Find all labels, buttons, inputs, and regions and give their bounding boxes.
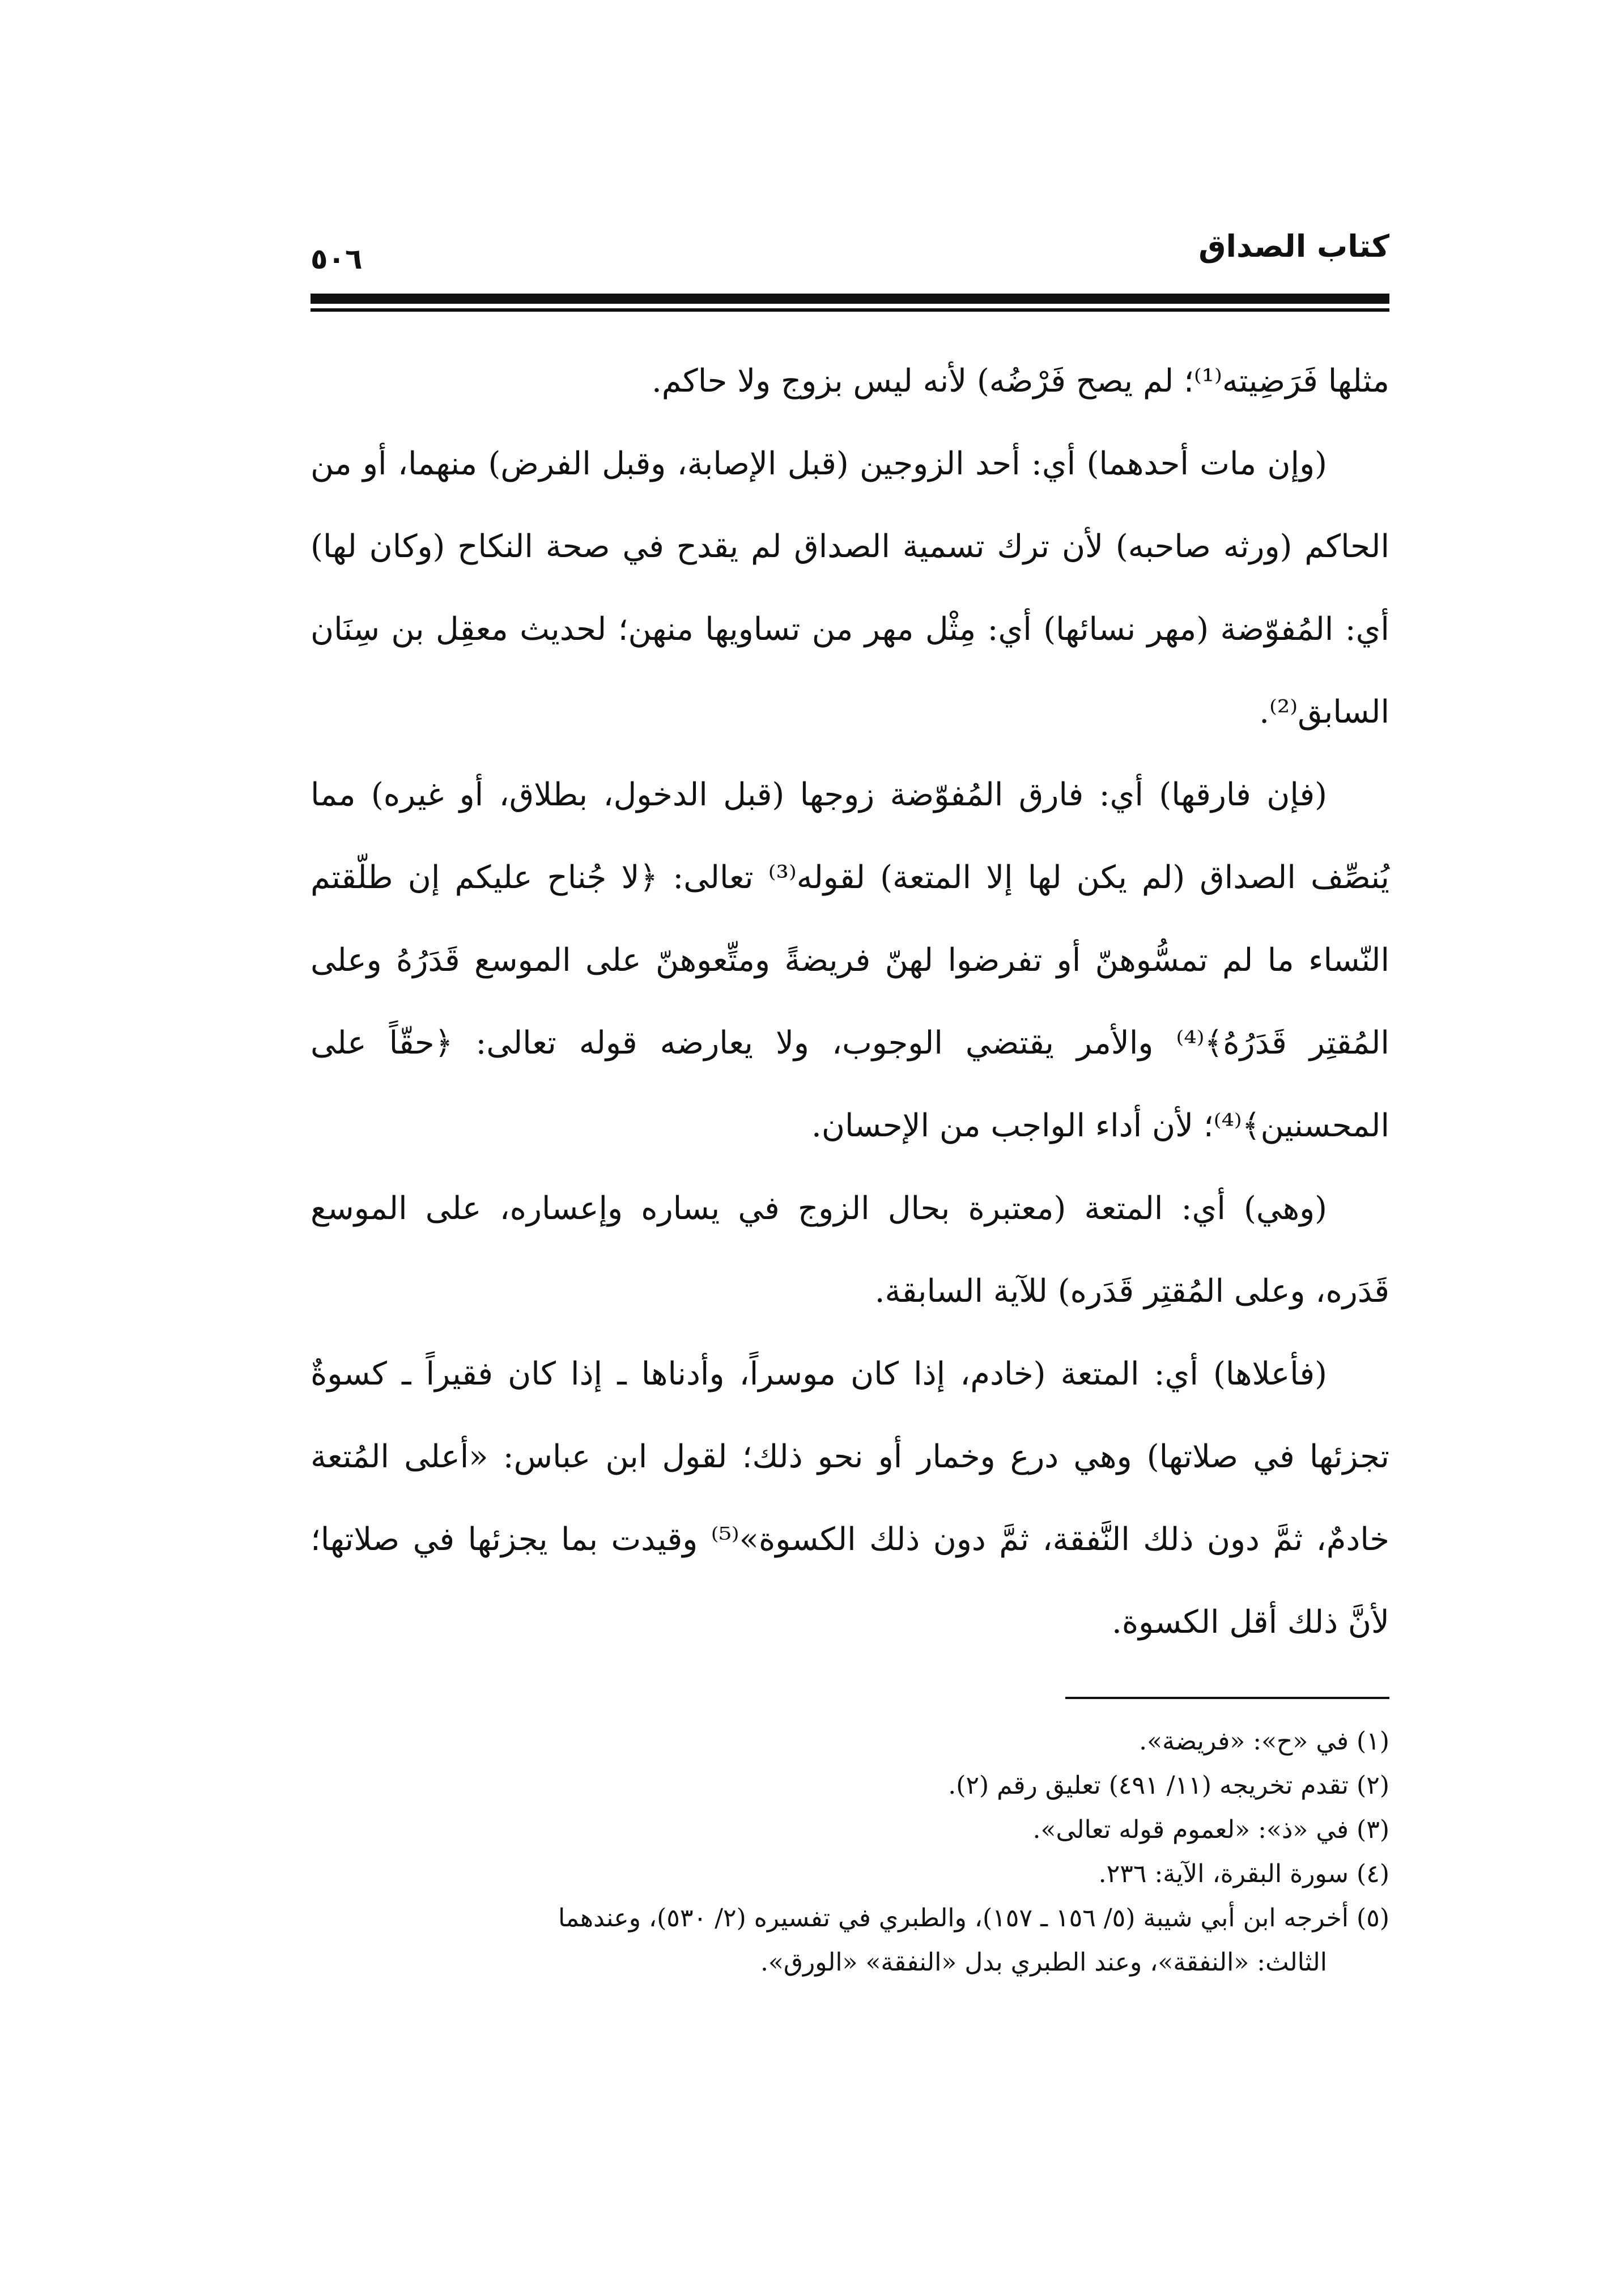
paragraph-5: (فأعلاها) أي: المتعة (خادم، إذا كان موسراً، وأدناها ـ إذا كان فقيراً ـ كسوةٌ تجزئها في صلاتها) وهي درع وخمار أو نحو ذلك؛ لقول ابن عباس: «أعلى المُتعة خادمٌ، ثمَّ دون ذلك النَّفقة، ثمَّ دون ذلك الكسوة»⁽⁵⁾ وقيدت بما يجزئها في صلاتها؛ لأنَّ ذلك أقل الكسوة.: [311, 1356, 1389, 1641]
book-title: كتاب الصداق: [1198, 228, 1389, 264]
footnote-4: (٤) سورة البقرة، الآية: ٢٣٦.: [1098, 1859, 1389, 1888]
paragraph-1: مثلها فَرَضِيته⁽¹⁾؛ لم يصح فَرْضُه) لأنه ليس بزوج ولا حاكم.: [651, 363, 1389, 400]
page-header: [311, 227, 1389, 275]
footnotes: [311, 1719, 1389, 1985]
footnote-3: (٣) في «ذ»: «لعموم قوله تعالى».: [1032, 1815, 1389, 1844]
footnote-2: (٢) تقدم تخريجه (١١/ ٤٩١) تعليق رقم (٢).: [948, 1771, 1389, 1800]
header-rule-thin: [311, 308, 1389, 312]
footnote-1: (١) في «ح»: «فريضة».: [1139, 1727, 1389, 1756]
paragraph-2: (وإن مات أحدهما) أي: أحد الزوجين (قبل الإصابة، وقبل الفرض) منهما، أو من الحاكم (ورثه صاحبه) لأن ترك تسمية الصداق لم يقدح في صحة النكاح (وكان لها) أي: المُفوّضة (مهر نسائها) أي: مِثْل مهر من تساويها منهن؛ لحديث معقِل بن سِنَان السابق⁽²⁾.: [311, 445, 1389, 731]
footnote-5-continued: الثالث: «النفقة»، وعند الطبري بدل «النفقة» «الورق».: [760, 1948, 1327, 1977]
main-text: [311, 340, 1389, 1664]
header-rule-thick: [311, 294, 1389, 304]
footnote-5: (٥) أخرجه ابن أبي شيبة (٥/ ١٥٦ ـ ١٥٧)، والطبري في تفسيره (٢/ ٥٣٠)، وعندهما: [558, 1904, 1389, 1933]
page-number: ٥٠٦: [311, 243, 363, 275]
footnote-rule: [1065, 1697, 1389, 1699]
paragraph-3: (فإن فارقها) أي: فارق المُفوّضة زوجها (قبل الدخول، بطلاق، أو غيره) مما يُنصِّف الصداق (لم يكن لها إلا المتعة) لقوله⁽³⁾ تعالى: ﴿لا جُناح عليكم إن طلّقتم النّساء ما لم تمسُّوهنّ أو تفرضوا لهنّ فريضةً ومتِّعوهنّ على الموسع قَدَرُهُ وعلى المُقتِر قَدَرُهُ﴾⁽⁴⁾ والأمر يقتضي الوجوب، ولا يعارضه قوله تعالى: ﴿حقّاً على المحسنين﴾⁽⁴⁾؛ لأن أداء الواجب من الإحسان.: [311, 776, 1390, 1144]
paragraph-4: (وهي) أي: المتعة (معتبرة بحال الزوج في يساره وإعساره، على الموسع قَدَره، وعلى المُقتِر قَدَره) للآية السابقة.: [311, 1190, 1389, 1310]
